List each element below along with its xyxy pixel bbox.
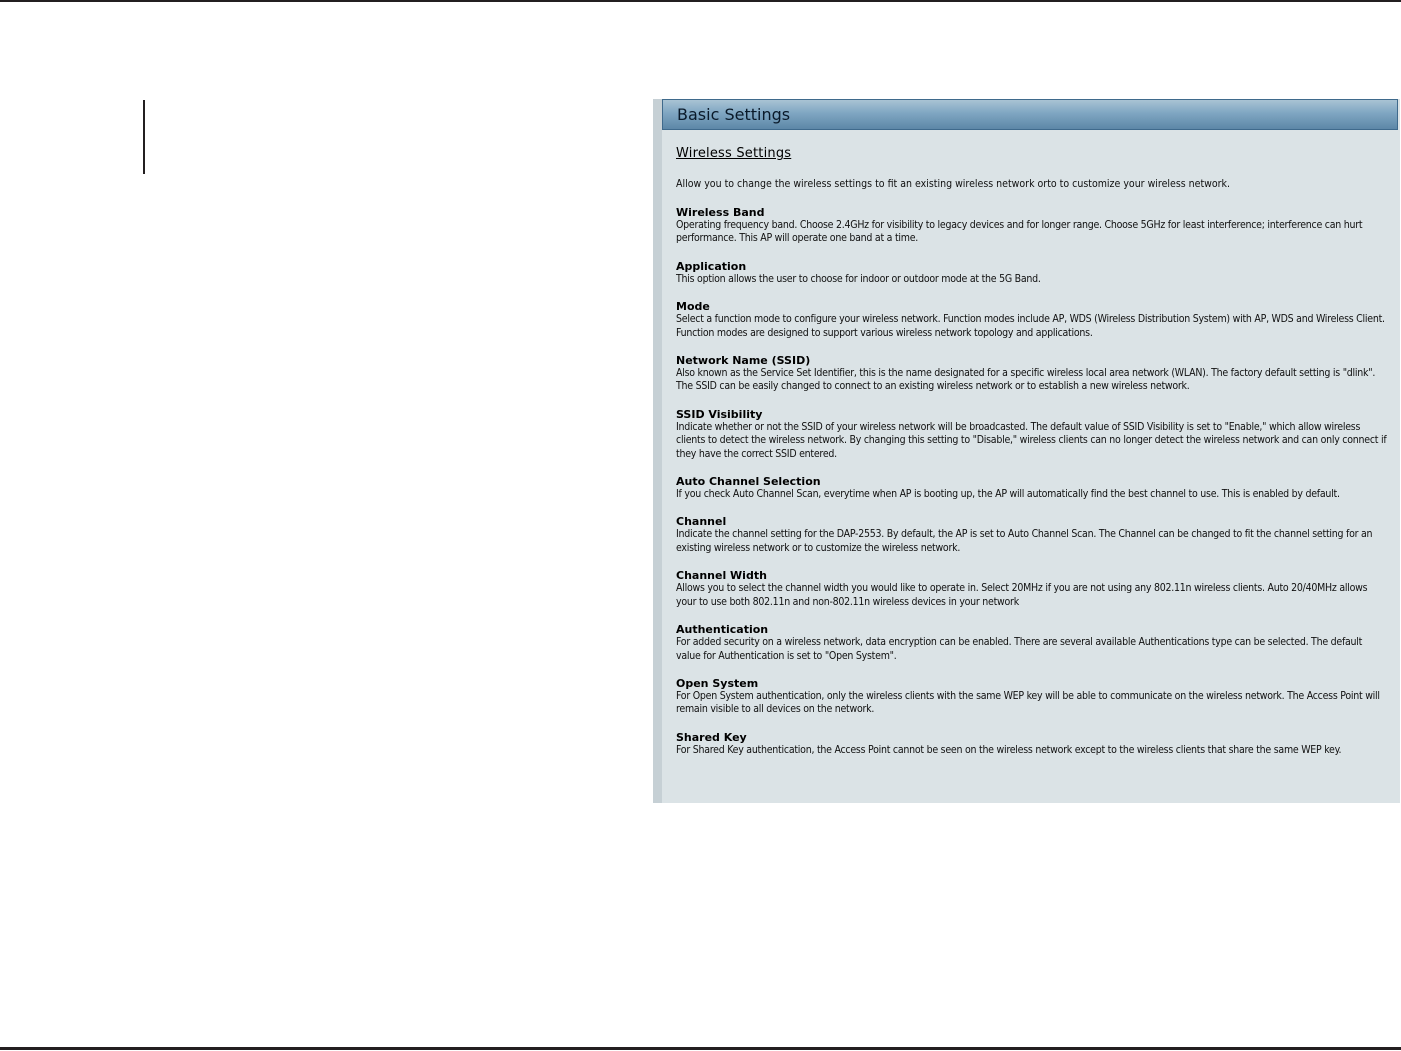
help-item-shared-key	[676, 731, 1388, 757]
help-item-title: Channel Width	[676, 569, 767, 583]
intro-text: Allow you to change the wireless settings to fit an existing wireless network orto to customize your wireless network.	[676, 178, 1231, 190]
help-item-authentication	[676, 623, 1388, 663]
help-panel	[653, 99, 1400, 803]
help-item-description: Operating frequency band. Choose 2.4GHz for visibility to legacy devices and for longer range. Choose 5GHz for least interference; interference can hurt performance. This AP will operate one band at a time.	[676, 219, 1363, 245]
top-rule	[0, 0, 1401, 2]
help-item-title: Shared Key	[676, 730, 747, 744]
help-item-channel-width	[676, 569, 1388, 609]
help-item-title: Application	[676, 259, 747, 273]
help-item-description: Allows you to select the channel width you would like to operate in. Select 20MHz if you are not using any 802.11n wireless clients. Auto 20/40MHz allows your to use both 802.11n and non-802.11n wireless devices in your network	[676, 582, 1368, 608]
help-item-title: Channel	[676, 515, 727, 529]
bottom-rule	[0, 1047, 1401, 1050]
help-item-ssid-visibility	[676, 408, 1388, 461]
help-item-title: Wireless Band	[676, 206, 765, 219]
help-item-description: For Open System authentication, only the wireless clients with the same WEP key will be able to communicate on the wireless network. The Access Point will remain visible to all devices on the network.	[676, 689, 1380, 716]
help-item-title: SSID Visibility	[676, 407, 763, 421]
help-item-description: Indicate whether or not the SSID of your wireless network will be broadcasted. The default value of SSID Visibility is set to "Enable," which allow wireless clients to detect the wireless network. By changing this setting to "Disable," wireless clients can no longer detect the wireless network and can only connect if they have the correct SSID entered.	[676, 420, 1387, 460]
help-item-description: Select a function mode to configure your wireless network. Function modes include AP, WDS (Wireless Distribution System) with AP, WDS and Wireless Client. Function modes are designed to support various wireless network topology and applications.	[676, 313, 1385, 339]
help-panel-body	[676, 145, 1388, 771]
help-panel-header	[662, 99, 1398, 130]
help-item-description: If you check Auto Channel Scan, everytime when AP is booting up, the AP will automatically find the best channel to use. This is enabled by default.	[676, 488, 1340, 501]
help-item-description: Indicate the channel setting for the DAP-2553. By default, the AP is set to Auto Channel Scan. The Channel can be changed to fit the channel setting for an existing wireless network or to customize the wireless network.	[676, 528, 1373, 554]
help-item-channel	[676, 515, 1388, 555]
help-panel-title: Basic Settings	[677, 105, 791, 124]
help-item-description: Also known as the Service Set Identifier, this is the name designated for a specific wireless local area network (WLAN). The factory default setting is "dlink". The SSID can be easily changed to connect to an existing wireless network or to establish a new wireless network.	[676, 367, 1376, 393]
help-item-title: Authentication	[676, 623, 769, 637]
help-item-description: For added security on a wireless network, data encryption can be enabled. There are several available Authentications type can be selected. The default value for Authentication is set to "Open System".	[676, 636, 1363, 662]
help-item-title: Mode	[676, 300, 710, 314]
left-vertical-rule	[143, 100, 145, 174]
help-item-title: Network Name (SSID)	[676, 354, 811, 368]
help-item-network-name	[676, 354, 1388, 394]
help-item-mode	[676, 300, 1388, 340]
help-item-open-system	[676, 677, 1388, 717]
help-item-application	[676, 260, 1388, 286]
help-item-auto-channel-selection	[676, 475, 1388, 501]
section-heading-wireless-settings[interactable]: Wireless Settings	[676, 146, 792, 161]
help-item-description: This option allows the user to choose for indoor or outdoor mode at the 5G Band.	[676, 272, 1041, 285]
help-item-wireless-band	[676, 206, 1388, 246]
help-item-title: Open System	[676, 676, 759, 690]
help-item-title: Auto Channel Selection	[676, 475, 821, 489]
help-item-description: For Shared Key authentication, the Access Point cannot be seen on the wireless network except to the wireless clients that share the same WEP key.	[676, 743, 1342, 756]
